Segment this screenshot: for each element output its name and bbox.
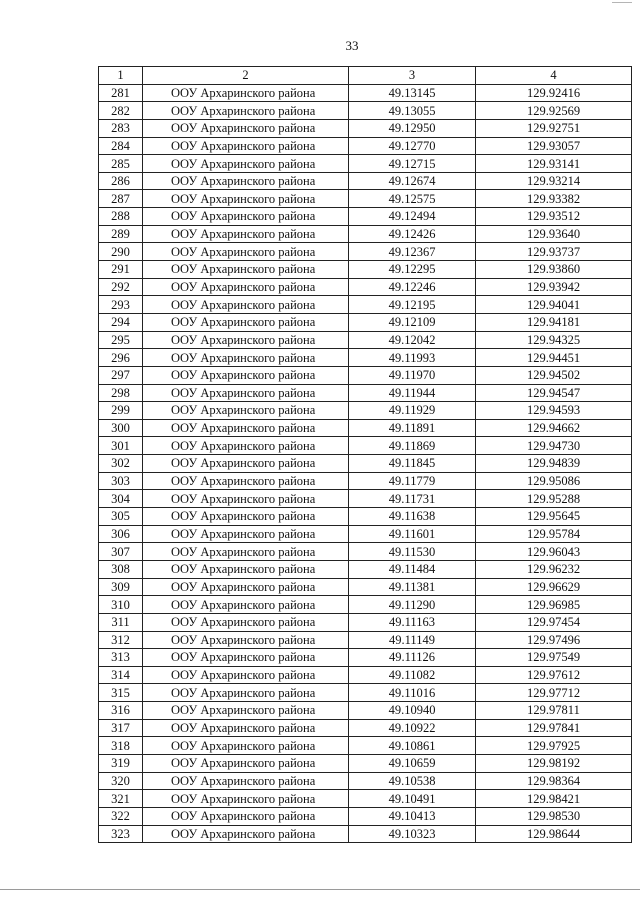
- area-name-cell: ООУ Архаринского района: [143, 225, 349, 243]
- table-row: [99, 613, 632, 631]
- table-row: [99, 578, 632, 596]
- latitude-cell: 49.11082: [349, 666, 476, 684]
- longitude-cell: 129.94662: [476, 419, 632, 437]
- longitude-cell: 129.97811: [476, 702, 632, 720]
- column-header-number: 1: [99, 67, 143, 85]
- column-header-name: 2: [143, 67, 349, 85]
- longitude-cell: 129.94041: [476, 296, 632, 314]
- longitude-cell: 129.98364: [476, 772, 632, 790]
- row-number-cell: 316: [99, 702, 143, 720]
- latitude-cell: 49.12109: [349, 313, 476, 331]
- table-row: [99, 402, 632, 420]
- latitude-cell: 49.11484: [349, 560, 476, 578]
- longitude-cell: 129.98644: [476, 825, 632, 843]
- row-number-cell: 301: [99, 437, 143, 455]
- scan-bottom-line: [0, 889, 640, 890]
- latitude-cell: 49.11944: [349, 384, 476, 402]
- table-header-row: [99, 67, 632, 85]
- row-number-cell: 292: [99, 278, 143, 296]
- scan-edge-mark: [612, 2, 632, 3]
- row-number-cell: 308: [99, 560, 143, 578]
- longitude-cell: 129.94593: [476, 402, 632, 420]
- table-row: [99, 719, 632, 737]
- row-number-cell: 307: [99, 543, 143, 561]
- table-row: [99, 137, 632, 155]
- longitude-cell: 129.97712: [476, 684, 632, 702]
- latitude-cell: 49.12575: [349, 190, 476, 208]
- row-number-cell: 299: [99, 402, 143, 420]
- row-number-cell: 309: [99, 578, 143, 596]
- latitude-cell: 49.13145: [349, 84, 476, 102]
- longitude-cell: 129.94547: [476, 384, 632, 402]
- area-name-cell: ООУ Архаринского района: [143, 525, 349, 543]
- table-row: [99, 84, 632, 102]
- area-name-cell: ООУ Архаринского района: [143, 684, 349, 702]
- longitude-cell: 129.94839: [476, 455, 632, 473]
- longitude-cell: 129.92569: [476, 102, 632, 120]
- area-name-cell: ООУ Архаринского района: [143, 790, 349, 808]
- longitude-cell: 129.98421: [476, 790, 632, 808]
- table-row: [99, 313, 632, 331]
- area-name-cell: ООУ Архаринского района: [143, 349, 349, 367]
- row-number-cell: 298: [99, 384, 143, 402]
- area-name-cell: ООУ Архаринского района: [143, 331, 349, 349]
- latitude-cell: 49.12195: [349, 296, 476, 314]
- table-row: [99, 261, 632, 279]
- table-row: [99, 560, 632, 578]
- latitude-cell: 49.10491: [349, 790, 476, 808]
- latitude-cell: 49.12494: [349, 208, 476, 226]
- longitude-cell: 129.93860: [476, 261, 632, 279]
- table-row: [99, 508, 632, 526]
- area-name-cell: ООУ Архаринского района: [143, 807, 349, 825]
- area-name-cell: ООУ Архаринского района: [143, 737, 349, 755]
- page-number: 33: [345, 38, 359, 53]
- area-name-cell: ООУ Архаринского района: [143, 261, 349, 279]
- latitude-cell: 49.11163: [349, 613, 476, 631]
- table-row: [99, 649, 632, 667]
- longitude-cell: 129.95288: [476, 490, 632, 508]
- area-name-cell: ООУ Архаринского района: [143, 119, 349, 137]
- longitude-cell: 129.97612: [476, 666, 632, 684]
- latitude-cell: 49.11126: [349, 649, 476, 667]
- latitude-cell: 49.11530: [349, 543, 476, 561]
- table-row: [99, 825, 632, 843]
- latitude-cell: 49.10413: [349, 807, 476, 825]
- row-number-cell: 283: [99, 119, 143, 137]
- table-row: [99, 543, 632, 561]
- table-row: [99, 384, 632, 402]
- row-number-cell: 284: [99, 137, 143, 155]
- latitude-cell: 49.11731: [349, 490, 476, 508]
- latitude-cell: 49.11601: [349, 525, 476, 543]
- area-name-cell: ООУ Архаринского района: [143, 366, 349, 384]
- table-row: [99, 331, 632, 349]
- row-number-cell: 313: [99, 649, 143, 667]
- area-name-cell: ООУ Архаринского района: [143, 243, 349, 261]
- row-number-cell: 321: [99, 790, 143, 808]
- row-number-cell: 311: [99, 613, 143, 631]
- latitude-cell: 49.11779: [349, 472, 476, 490]
- table-body: [99, 84, 632, 843]
- row-number-cell: 323: [99, 825, 143, 843]
- area-name-cell: ООУ Архаринского района: [143, 649, 349, 667]
- area-name-cell: ООУ Архаринского района: [143, 419, 349, 437]
- row-number-cell: 288: [99, 208, 143, 226]
- table-row: [99, 278, 632, 296]
- longitude-cell: 129.94502: [476, 366, 632, 384]
- row-number-cell: 319: [99, 754, 143, 772]
- row-number-cell: 286: [99, 172, 143, 190]
- longitude-cell: 129.93512: [476, 208, 632, 226]
- area-name-cell: ООУ Архаринского района: [143, 172, 349, 190]
- longitude-cell: 129.95086: [476, 472, 632, 490]
- table-row: [99, 666, 632, 684]
- longitude-cell: 129.92416: [476, 84, 632, 102]
- row-number-cell: 300: [99, 419, 143, 437]
- area-name-cell: ООУ Архаринского района: [143, 613, 349, 631]
- table-row: [99, 737, 632, 755]
- latitude-cell: 49.10922: [349, 719, 476, 737]
- longitude-cell: 129.93942: [476, 278, 632, 296]
- latitude-cell: 49.10538: [349, 772, 476, 790]
- table-row: [99, 243, 632, 261]
- row-number-cell: 306: [99, 525, 143, 543]
- table-row: [99, 366, 632, 384]
- area-name-cell: ООУ Архаринского района: [143, 772, 349, 790]
- area-name-cell: ООУ Архаринского района: [143, 578, 349, 596]
- longitude-cell: 129.94451: [476, 349, 632, 367]
- longitude-cell: 129.93382: [476, 190, 632, 208]
- table-row: [99, 754, 632, 772]
- latitude-cell: 49.12042: [349, 331, 476, 349]
- row-number-cell: 296: [99, 349, 143, 367]
- table-row: [99, 596, 632, 614]
- area-name-cell: ООУ Архаринского района: [143, 437, 349, 455]
- coordinates-table: [98, 66, 632, 843]
- area-name-cell: ООУ Архаринского района: [143, 296, 349, 314]
- row-number-cell: 291: [99, 261, 143, 279]
- longitude-cell: 129.93057: [476, 137, 632, 155]
- latitude-cell: 49.12246: [349, 278, 476, 296]
- row-number-cell: 312: [99, 631, 143, 649]
- table-row: [99, 172, 632, 190]
- area-name-cell: ООУ Архаринского района: [143, 190, 349, 208]
- longitude-cell: 129.94325: [476, 331, 632, 349]
- row-number-cell: 322: [99, 807, 143, 825]
- latitude-cell: 49.10940: [349, 702, 476, 720]
- row-number-cell: 304: [99, 490, 143, 508]
- table-row: [99, 490, 632, 508]
- area-name-cell: ООУ Архаринского района: [143, 719, 349, 737]
- latitude-cell: 49.11016: [349, 684, 476, 702]
- latitude-cell: 49.11929: [349, 402, 476, 420]
- longitude-cell: 129.96232: [476, 560, 632, 578]
- longitude-cell: 129.92751: [476, 119, 632, 137]
- longitude-cell: 129.97925: [476, 737, 632, 755]
- row-number-cell: 314: [99, 666, 143, 684]
- row-number-cell: 282: [99, 102, 143, 120]
- longitude-cell: 129.94181: [476, 313, 632, 331]
- area-name-cell: ООУ Архаринского района: [143, 402, 349, 420]
- latitude-cell: 49.12295: [349, 261, 476, 279]
- latitude-cell: 49.12426: [349, 225, 476, 243]
- row-number-cell: 320: [99, 772, 143, 790]
- longitude-cell: 129.96043: [476, 543, 632, 561]
- longitude-cell: 129.93737: [476, 243, 632, 261]
- row-number-cell: 281: [99, 84, 143, 102]
- longitude-cell: 129.93141: [476, 155, 632, 173]
- latitude-cell: 49.11638: [349, 508, 476, 526]
- longitude-cell: 129.98530: [476, 807, 632, 825]
- longitude-cell: 129.98192: [476, 754, 632, 772]
- area-name-cell: ООУ Архаринского района: [143, 508, 349, 526]
- area-name-cell: ООУ Архаринского района: [143, 208, 349, 226]
- area-name-cell: ООУ Архаринского района: [143, 313, 349, 331]
- area-name-cell: ООУ Архаринского района: [143, 560, 349, 578]
- latitude-cell: 49.11993: [349, 349, 476, 367]
- area-name-cell: ООУ Архаринского района: [143, 702, 349, 720]
- row-number-cell: 295: [99, 331, 143, 349]
- latitude-cell: 49.13055: [349, 102, 476, 120]
- area-name-cell: ООУ Архаринского района: [143, 490, 349, 508]
- table-row: [99, 208, 632, 226]
- latitude-cell: 49.12770: [349, 137, 476, 155]
- latitude-cell: 49.11381: [349, 578, 476, 596]
- area-name-cell: ООУ Архаринского района: [143, 754, 349, 772]
- longitude-cell: 129.97454: [476, 613, 632, 631]
- row-number-cell: 315: [99, 684, 143, 702]
- latitude-cell: 49.11845: [349, 455, 476, 473]
- longitude-cell: 129.96629: [476, 578, 632, 596]
- table-row: [99, 772, 632, 790]
- row-number-cell: 287: [99, 190, 143, 208]
- latitude-cell: 49.10323: [349, 825, 476, 843]
- longitude-cell: 129.95784: [476, 525, 632, 543]
- row-number-cell: 289: [99, 225, 143, 243]
- longitude-cell: 129.95645: [476, 508, 632, 526]
- table-row: [99, 702, 632, 720]
- row-number-cell: 285: [99, 155, 143, 173]
- area-name-cell: ООУ Архаринского района: [143, 84, 349, 102]
- row-number-cell: 294: [99, 313, 143, 331]
- table-row: [99, 790, 632, 808]
- latitude-cell: 49.10861: [349, 737, 476, 755]
- column-header-longitude: 4: [476, 67, 632, 85]
- longitude-cell: 129.97841: [476, 719, 632, 737]
- area-name-cell: ООУ Архаринского района: [143, 137, 349, 155]
- table-row: [99, 225, 632, 243]
- row-number-cell: 305: [99, 508, 143, 526]
- latitude-cell: 49.11891: [349, 419, 476, 437]
- row-number-cell: 318: [99, 737, 143, 755]
- table-row: [99, 472, 632, 490]
- latitude-cell: 49.12367: [349, 243, 476, 261]
- area-name-cell: ООУ Архаринского района: [143, 102, 349, 120]
- row-number-cell: 310: [99, 596, 143, 614]
- area-name-cell: ООУ Архаринского района: [143, 455, 349, 473]
- latitude-cell: 49.11970: [349, 366, 476, 384]
- table-row: [99, 349, 632, 367]
- table-row: [99, 296, 632, 314]
- area-name-cell: ООУ Архаринского района: [143, 472, 349, 490]
- area-name-cell: ООУ Архаринского района: [143, 543, 349, 561]
- table-row: [99, 437, 632, 455]
- table-row: [99, 419, 632, 437]
- area-name-cell: ООУ Архаринского района: [143, 384, 349, 402]
- row-number-cell: 302: [99, 455, 143, 473]
- table-row: [99, 631, 632, 649]
- latitude-cell: 49.11869: [349, 437, 476, 455]
- row-number-cell: 297: [99, 366, 143, 384]
- area-name-cell: ООУ Архаринского района: [143, 631, 349, 649]
- table-row: [99, 119, 632, 137]
- latitude-cell: 49.12950: [349, 119, 476, 137]
- table-row: [99, 155, 632, 173]
- table-row: [99, 684, 632, 702]
- table-row: [99, 455, 632, 473]
- latitude-cell: 49.11290: [349, 596, 476, 614]
- row-number-cell: 293: [99, 296, 143, 314]
- area-name-cell: ООУ Архаринского района: [143, 666, 349, 684]
- column-header-latitude: 3: [349, 67, 476, 85]
- table-row: [99, 190, 632, 208]
- longitude-cell: 129.94730: [476, 437, 632, 455]
- table-row: [99, 807, 632, 825]
- table-row: [99, 102, 632, 120]
- row-number-cell: 303: [99, 472, 143, 490]
- row-number-cell: 317: [99, 719, 143, 737]
- longitude-cell: 129.93214: [476, 172, 632, 190]
- area-name-cell: ООУ Архаринского района: [143, 278, 349, 296]
- longitude-cell: 129.96985: [476, 596, 632, 614]
- table-row: [99, 525, 632, 543]
- longitude-cell: 129.97549: [476, 649, 632, 667]
- area-name-cell: ООУ Архаринского района: [143, 825, 349, 843]
- latitude-cell: 49.12674: [349, 172, 476, 190]
- latitude-cell: 49.10659: [349, 754, 476, 772]
- area-name-cell: ООУ Архаринского района: [143, 596, 349, 614]
- area-name-cell: ООУ Архаринского района: [143, 155, 349, 173]
- latitude-cell: 49.12715: [349, 155, 476, 173]
- longitude-cell: 129.93640: [476, 225, 632, 243]
- row-number-cell: 290: [99, 243, 143, 261]
- longitude-cell: 129.97496: [476, 631, 632, 649]
- latitude-cell: 49.11149: [349, 631, 476, 649]
